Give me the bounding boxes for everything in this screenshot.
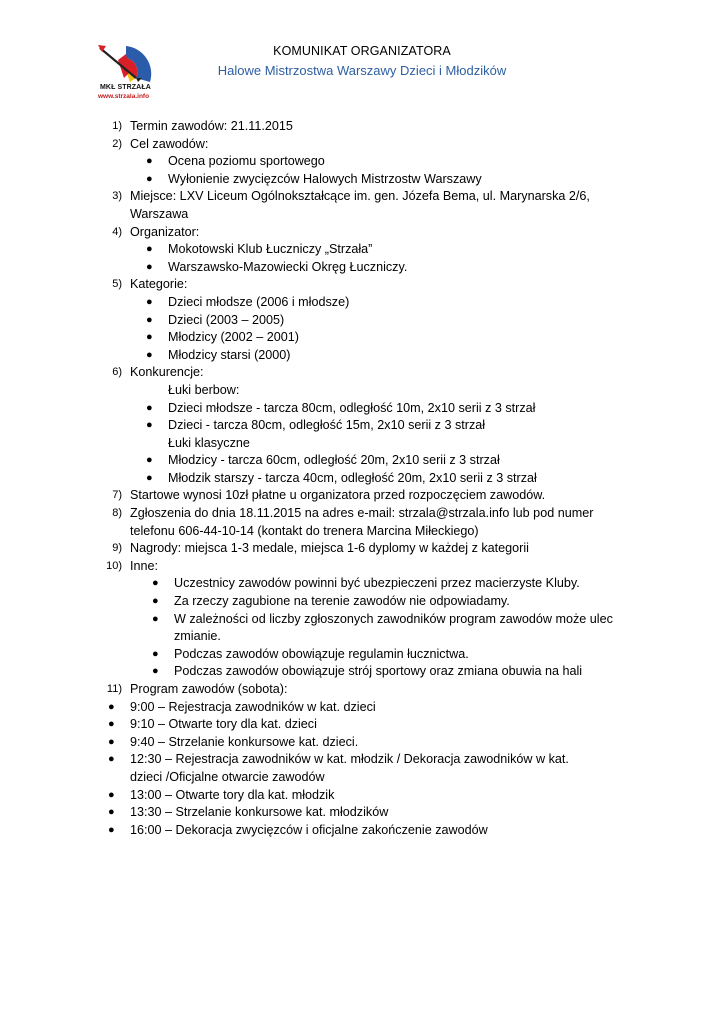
- section-number: 4): [112, 225, 122, 238]
- section-number: 7): [112, 489, 122, 502]
- section-number: 11): [106, 683, 122, 695]
- bullet-icon: ●: [108, 788, 115, 801]
- bullet-icon: ●: [108, 806, 115, 819]
- list-item-text: Mokotowski Klub Łuczniczy „Strzała”: [168, 242, 373, 257]
- prizes: Nagrody: miejsca 1-3 medale, miejsca 1-6 dyplomy w każdej z kategorii: [130, 541, 529, 556]
- section-3: [0, 188, 724, 206]
- bullet-icon: ●: [146, 454, 153, 467]
- schedule-item: [0, 751, 724, 769]
- schedule-item: [0, 804, 724, 822]
- section-heading: Program zawodów (sobota):: [130, 682, 288, 696]
- bullet-icon: ●: [146, 260, 153, 273]
- subheading: [0, 382, 724, 400]
- bullet-icon: ●: [146, 313, 153, 326]
- section-heading: Inne:: [130, 558, 159, 573]
- section-2: [0, 136, 724, 154]
- bullet-icon: ●: [146, 243, 153, 256]
- bullet-icon: ●: [108, 823, 115, 836]
- schedule-item-text: 13:00 – Otwarte tory dla kat. młodzik: [130, 787, 335, 802]
- section-heading: Cel zawodów:: [130, 136, 209, 151]
- list-item-text: W zależności od liczby zgłoszonych zawodników program zawodów może ulec: [174, 611, 613, 626]
- section-number: 5): [112, 278, 122, 291]
- list-item-continued: [0, 628, 724, 646]
- section-number: 3): [112, 190, 122, 203]
- schedule-item-text: 12:30 – Rejestracja zawodników w kat. młodzik / Dekoracja zawodników w kat.: [130, 752, 569, 767]
- list-item-text: Młodzicy starsi (2000): [168, 347, 291, 362]
- registration-line: telefonu 606-44-10-14 (kontakt do trenera Marcina Miłeckiego): [130, 523, 479, 538]
- list-item-text: Dzieci (2003 – 2005): [168, 312, 285, 327]
- list-item: [0, 417, 724, 435]
- list-item: [0, 646, 724, 664]
- schedule-item: [0, 734, 724, 752]
- section-number: 10): [106, 559, 122, 572]
- bullet-icon: ●: [152, 577, 159, 590]
- list-item-text: Młodzik starszy - tarcza 40cm, odległość 20m, 2x10 serii z 3 strzał: [168, 470, 537, 485]
- list-item: [0, 329, 724, 347]
- bullet-icon: ●: [152, 647, 159, 660]
- section-number: 8): [112, 507, 122, 520]
- list-item: [0, 663, 724, 681]
- list-item: [0, 575, 724, 593]
- section-7: [0, 487, 724, 505]
- schedule-item: [0, 822, 724, 840]
- list-item-text: Dzieci - tarcza 80cm, odległość 15m, 2x10 serii z 3 strzał: [168, 418, 486, 433]
- section-number: 2): [112, 137, 122, 150]
- schedule-item-text: 16:00 – Dekoracja zwycięzców i oficjalne zakończenie zawodów: [130, 822, 488, 837]
- schedule-item-text: 9:40 – Strzelanie konkursowe kat. dzieci.: [130, 734, 359, 749]
- document-subtitle: Halowe Mistrzostwa Warszawy Dzieci i Młodzików: [217, 63, 507, 78]
- list-item-text: Dzieci młodsze (2006 i młodsze): [168, 294, 350, 309]
- schedule-item-text: 9:10 – Otwarte tory dla kat. dzieci: [130, 717, 317, 732]
- list-item-text: zmianie.: [174, 629, 221, 644]
- list-item: [0, 452, 724, 470]
- section-heading: Konkurencje:: [130, 365, 204, 380]
- bullet-icon: ●: [108, 735, 115, 748]
- announcement-body: [0, 118, 724, 839]
- list-item: [0, 347, 724, 365]
- entry-fee: Startowe wynosi 10zł płatne u organizatora przed rozpoczęciem zawodów.: [130, 488, 546, 503]
- registration-line: Zgłoszenia do dnia 18.11.2015 na adres e-mail: strzala@strzala.info lub pod numer: [130, 506, 594, 521]
- bullet-icon: ●: [108, 753, 115, 766]
- section-heading: Organizator:: [130, 224, 200, 239]
- list-item: [0, 400, 724, 418]
- bullet-icon: ●: [108, 718, 115, 731]
- bullet-icon: ●: [146, 295, 153, 308]
- list-item: [0, 470, 724, 488]
- list-item: [0, 312, 724, 330]
- bullet-icon: ●: [146, 155, 153, 168]
- list-item-text: Dzieci młodsze - tarcza 80cm, odległość 10m, 2x10 serii z 3 strzał: [168, 400, 536, 415]
- section-8-continued: [0, 523, 724, 541]
- logo-url: www.strzala.info: [98, 93, 150, 100]
- subheading-text: Łuki klasyczne: [168, 435, 250, 450]
- document-title: KOMUNIKAT ORGANIZATORA: [273, 44, 451, 58]
- section-4: [0, 224, 724, 242]
- list-item-text: Młodzicy (2002 – 2001): [168, 330, 299, 345]
- bullet-icon: ●: [146, 348, 153, 361]
- list-item-text: Podczas zawodów obowiązuje regulamin łucznictwa.: [174, 646, 469, 661]
- bullet-icon: ●: [146, 331, 153, 344]
- subheading-text: Łuki berbow:: [168, 382, 240, 397]
- venue-line: Miejsce: LXV Liceum Ogólnokształcące im. gen. Józefa Bema, ul. Marynarska 2/6,: [130, 189, 590, 204]
- bullet-icon: ●: [152, 612, 159, 625]
- bullet-icon: ●: [146, 172, 153, 185]
- section-number: 1): [112, 120, 122, 132]
- bullet-icon: ●: [108, 700, 115, 713]
- section-heading: Kategorie:: [130, 277, 188, 292]
- schedule-item: [0, 699, 724, 717]
- venue-line: Warszawa: [130, 206, 189, 221]
- list-item-text: Podczas zawodów obowiązuje strój sportowy oraz zmiana obuwia na hali: [174, 664, 583, 679]
- section-5: [0, 276, 724, 294]
- bullet-icon: ●: [146, 401, 153, 414]
- section-8: [0, 505, 724, 523]
- list-item-text: Za rzeczy zagubione na terenie zawodów nie odpowiadamy.: [174, 594, 510, 609]
- schedule-item-continued: [0, 769, 724, 787]
- section-3-continued: [0, 206, 724, 224]
- section-9: [0, 540, 724, 558]
- section-11: [0, 681, 724, 699]
- list-item-text: Ocena poziomu sportowego: [168, 154, 325, 169]
- bullet-icon: ●: [146, 419, 153, 432]
- list-item: [0, 153, 724, 171]
- logo-club-name: MKŁ STRZAŁA: [100, 84, 151, 91]
- list-item-text: Wyłonienie zwycięzców Halowych Mistrzostw Warszawy: [168, 171, 482, 186]
- schedule-item-text: dzieci /Oficjalne otwarcie zawodów: [130, 769, 325, 784]
- schedule-item: [0, 787, 724, 805]
- competition-date: Termin zawodów: 21.11.2015: [130, 119, 293, 133]
- section-10: [0, 558, 724, 576]
- section-6: [0, 364, 724, 382]
- list-item-text: Uczestnicy zawodów powinni być ubezpieczeni przez macierzyste Kluby.: [174, 576, 580, 591]
- section-number: 6): [112, 366, 122, 379]
- bullet-icon: ●: [146, 471, 153, 484]
- section-1: [0, 118, 724, 136]
- list-item: [0, 294, 724, 312]
- list-item: [0, 259, 724, 277]
- list-item-text: Warszawsko-Mazowiecki Okręg Łuczniczy.: [168, 259, 408, 274]
- schedule-item: [0, 716, 724, 734]
- bullet-icon: ●: [152, 595, 159, 608]
- bullet-icon: ●: [152, 665, 159, 678]
- subheading: [0, 435, 724, 453]
- list-item: [0, 241, 724, 259]
- list-item: [0, 611, 724, 629]
- list-item: [0, 593, 724, 611]
- schedule-item-text: 13:30 – Strzelanie konkursowe kat. młodzików: [130, 805, 389, 820]
- schedule-item-text: 9:00 – Rejestracja zawodników w kat. dzieci: [130, 699, 376, 714]
- list-item-text: Młodzicy - tarcza 60cm, odległość 20m, 2x10 serii z 3 strzał: [168, 453, 500, 468]
- list-item: [0, 171, 724, 189]
- section-number: 9): [112, 542, 122, 555]
